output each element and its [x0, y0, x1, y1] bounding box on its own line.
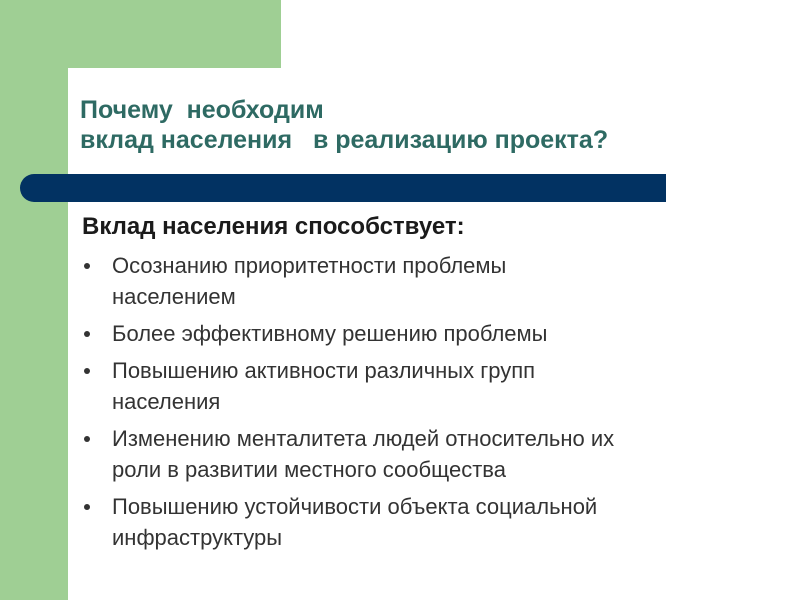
- bullet-text: Повышению устойчивости объекта социальной инфраструктуры: [112, 494, 598, 550]
- bullet-dot-icon: [84, 331, 90, 337]
- bullet-item: [82, 491, 782, 553]
- bullet-item: [82, 318, 782, 349]
- bullet-text: Осознанию приоритетности проблемы населением: [112, 253, 507, 309]
- slide-title-line-1: Почему необходим: [80, 96, 324, 124]
- bullet-item: [82, 250, 782, 312]
- bullet-text: Изменению менталитета людей относительно их роли в развитии местного сообщества: [112, 426, 615, 482]
- bullet-dot-icon: [84, 368, 90, 374]
- bullet-dot-icon: [84, 504, 90, 510]
- bullet-list: [82, 250, 782, 553]
- decorative-green-sidebar: [0, 0, 68, 600]
- bullet-item: [82, 355, 782, 417]
- slide-subtitle: Вклад населения способствует:: [82, 213, 465, 240]
- bullet-text: Повышению активности различных групп населения: [112, 358, 536, 414]
- bullet-dot-icon: [84, 263, 90, 269]
- bullet-dot-icon: [84, 436, 90, 442]
- bullet-item: [82, 423, 782, 485]
- slide-title-line-2: вклад населения в реализацию проекта?: [80, 126, 609, 154]
- title-divider-bar: [20, 174, 666, 202]
- slide-title: [80, 95, 608, 155]
- bullet-text: Более эффективному решению проблемы: [112, 321, 548, 346]
- slide-body: [82, 212, 782, 559]
- decorative-green-header-block: [0, 0, 281, 68]
